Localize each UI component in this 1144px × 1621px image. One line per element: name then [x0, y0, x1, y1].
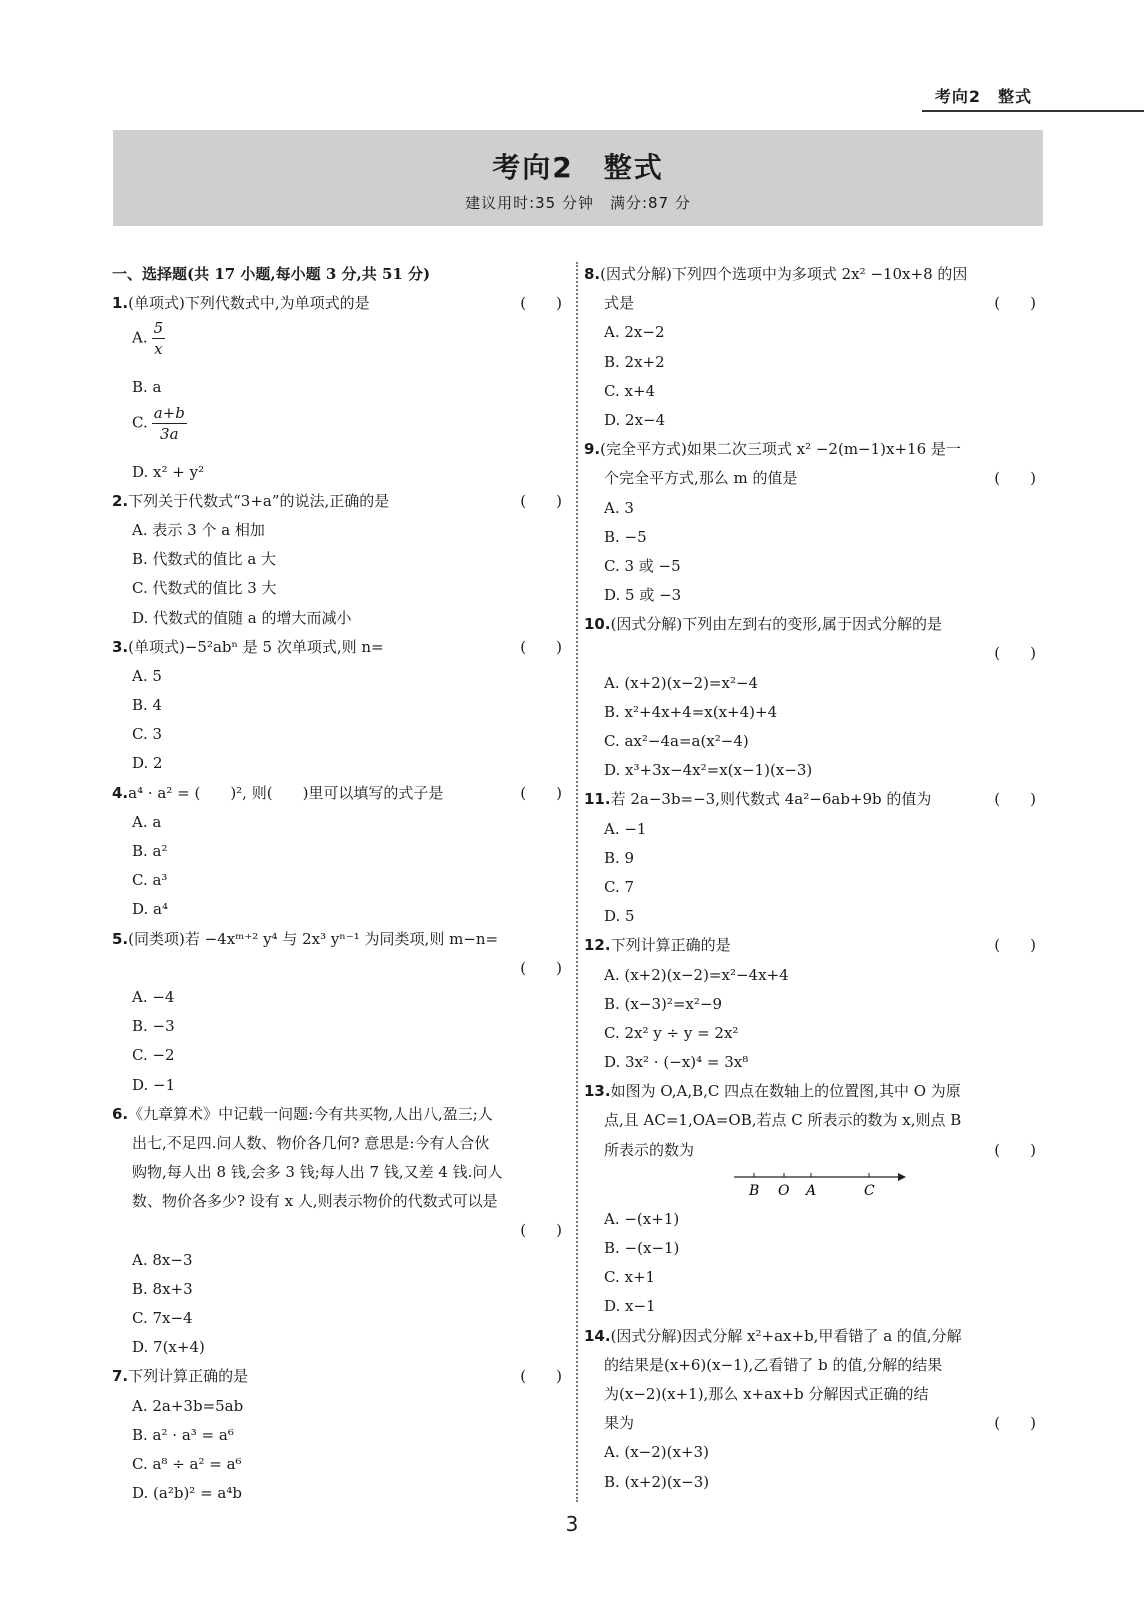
q8-option-b: B. 2x+2: [604, 352, 665, 371]
question-14: 14.(因式分解)因式分解 x²+ax+b,甲看错了 a 的值,分解: [584, 1326, 962, 1345]
q7-option-a: A. 2a+3b=5ab: [132, 1396, 244, 1415]
q12-option-a: A. (x+2)(x−2)=x²−4x+4: [604, 965, 789, 984]
q11-option-c: C. 7: [604, 877, 635, 896]
right-column: [584, 260, 1042, 1497]
question-6: 6.《九章算术》中记载一问题:今有共买物,人出八,盈三;人: [112, 1104, 493, 1123]
number-line-figure: [584, 1165, 1042, 1205]
q5-option-c: C. −2: [132, 1046, 175, 1065]
point-label-b: B: [749, 1182, 760, 1199]
q7-option-b: B. a² · a³ = a⁶: [132, 1425, 234, 1444]
q13-option-a: A. −(x+1): [604, 1209, 680, 1228]
question-10-blank: ( ): [994, 644, 1036, 663]
q14-option-a: A. (x−2)(x+3): [604, 1443, 709, 1462]
q8-option-d: D. 2x−4: [604, 410, 666, 429]
question-6-line-2: 出七,不足四.问人数、物价各几何? 意思是:今有人合伙: [132, 1133, 490, 1152]
question-14-line-2: 的结果是(x+6)(x−1),乙看错了 b 的值,分解的结果: [604, 1355, 943, 1374]
q4-option-d: D. a⁴: [132, 900, 168, 919]
q12-option-b: B. (x−3)²=x²−9: [604, 994, 723, 1013]
q1-option-c: C. $\frac{a+b}{3a}$: [132, 403, 185, 443]
running-header: 考向2 整式: [934, 87, 1032, 106]
q13-option-b: B. −(x−1): [604, 1239, 680, 1257]
question-1: 1.(单项式)下列代数式中,为单项式的是 ( ): [112, 289, 568, 318]
point-label-c: C: [864, 1182, 875, 1199]
page-title: 考向2 整式: [492, 151, 664, 184]
question-5-blank: ( ): [520, 958, 562, 977]
q8-option-a: A. 2x−2: [604, 323, 665, 342]
question-14-line-3: 为(x−2)(x+1),那么 x+ax+b 分解因式正确的结: [604, 1384, 929, 1403]
q4-option-c: C. a³: [132, 871, 168, 890]
column-divider: [576, 262, 578, 1502]
question-9: 9.(完全平方式)如果二次三项式 x² −2(m−1)x+16 是一: [584, 440, 961, 459]
page-subtitle: 建议用时:35 分钟 满分:87 分: [465, 194, 691, 212]
q2-option-b: B. 代数式的值比 a 大: [132, 550, 277, 569]
q1-option-d: D. x² + y²: [132, 462, 205, 481]
page-number: 3: [565, 1512, 579, 1536]
q3-option-d: D. 2: [132, 754, 163, 773]
point-label-a: A: [806, 1182, 817, 1199]
header-rule: [922, 110, 1144, 112]
q2-option-d: D. 代数式的值随 a 的增大而减小: [132, 608, 352, 627]
q8-option-c: C. x+4: [604, 381, 656, 400]
q1-option-b: B. a: [132, 378, 162, 397]
q2-option-c: C. 代数式的值比 3 大: [132, 579, 277, 598]
question-6-blank: ( ): [520, 1221, 562, 1240]
question-13-line-3: 所表示的数为 ( ): [604, 1140, 1036, 1159]
question-13-line-2: 点,且 AC=1,OA=OB,若点 C 所表示的数为 x,则点 B: [604, 1111, 962, 1130]
q5-option-b: B. −3: [132, 1017, 175, 1036]
q6-option-d: D. 7(x+4): [132, 1338, 205, 1357]
q7-option-c: C. a⁸ ÷ a² = a⁶: [132, 1454, 242, 1473]
q7-option-d: D. (a²b)² = a⁴b: [132, 1484, 242, 1503]
q5-option-a: A. −4: [132, 987, 175, 1006]
question-8-line-2: 式是 ( ): [604, 294, 1036, 313]
q2-option-a: A. 表示 3 个 a 相加: [132, 520, 265, 539]
q10-option-d: D. x³+3x−4x²=x(x−1)(x−3): [604, 761, 813, 780]
question-3: 3.(单项式)−5²abⁿ 是 5 次单项式,则 n= ( ): [112, 637, 562, 656]
point-label-o: O: [778, 1182, 790, 1199]
question-11: 11.若 2a−3b=−3,则代数式 4a²−6ab+9b 的值为 ( ): [584, 790, 1036, 809]
q3-option-b: B. 4: [132, 696, 163, 715]
left-column: [112, 260, 568, 1508]
title-band: [113, 130, 1043, 226]
answer-blank: ( ): [520, 294, 562, 313]
q12-option-c: C. 2x² y ÷ y = 2x²: [604, 1023, 739, 1042]
question-8: 8.(因式分解)下列四个选项中为多项式 2x² −10x+8 的因: [584, 265, 968, 283]
question-12: 12.下列计算正确的是 ( ): [584, 936, 1036, 955]
q4-option-b: B. a²: [132, 842, 168, 860]
q10-option-a: A. (x+2)(x−2)=x²−4: [604, 673, 759, 692]
question-2: 2.下列关于代数式“3+a”的说法,正确的是 ( ): [112, 491, 562, 510]
q5-option-d: D. −1: [132, 1075, 176, 1094]
question-6-line-4: 数、物价各多少? 设有 x 人,则表示物价的代数式可以是: [132, 1192, 498, 1211]
question-4: 4.a⁴ · a² = ( )², 则( )里可以填写的式子是 ( ): [112, 783, 562, 802]
question-13: 13.如图为 O,A,B,C 四点在数轴上的位置图,其中 O 为原: [584, 1082, 961, 1101]
q3-option-a: A. 5: [132, 666, 162, 685]
question-14-line-4: 果为 ( ): [604, 1414, 1036, 1433]
question-9-line-2: 个完全平方式,那么 m 的值是 ( ): [604, 469, 1036, 488]
section-heading: 一、选择题(共 17 小题,每小题 3 分,共 51 分): [112, 265, 431, 283]
q11-option-a: A. −1: [604, 819, 647, 838]
q9-option-b: B. −5: [604, 527, 647, 546]
question-10: 10.(因式分解)下列由左到右的变形,属于因式分解的是: [584, 615, 943, 634]
question-7: 7.下列计算正确的是 ( ): [112, 1367, 562, 1386]
q6-option-b: B. 8x+3: [132, 1279, 193, 1298]
q10-option-c: C. ax²−4a=a(x²−4): [604, 732, 749, 750]
q6-option-a: A. 8x−3: [132, 1250, 193, 1269]
question-5: 5.(同类项)若 −4xᵐ⁺² y⁴ 与 2x³ yⁿ⁻¹ 为同类项,则 m−n=: [112, 929, 499, 948]
q13-option-d: D. x−1: [604, 1297, 656, 1316]
q6-option-c: C. 7x−4: [132, 1309, 193, 1327]
arrow-right-icon: [898, 1173, 906, 1181]
q9-option-d: D. 5 或 −3: [604, 586, 682, 605]
q11-option-b: B. 9: [604, 848, 635, 867]
q12-option-d: D. 3x² · (−x)⁴ = 3x⁸: [604, 1053, 749, 1072]
q9-option-c: C. 3 或 −5: [604, 556, 681, 575]
q3-option-c: C. 3: [132, 725, 163, 744]
q13-option-c: C. x+1: [604, 1268, 656, 1287]
q10-option-b: B. x²+4x+4=x(x+4)+4: [604, 702, 778, 721]
q11-option-d: D. 5: [604, 907, 635, 926]
question-6-line-3: 购物,每人出 8 钱,会多 3 钱;每人出 7 钱,又差 4 钱.问人: [132, 1163, 503, 1182]
number-line: [734, 1169, 914, 1201]
q9-option-a: A. 3: [604, 498, 634, 517]
q1-option-a: A. $\frac{5}{x}$: [132, 319, 164, 359]
q4-option-a: A. a: [132, 812, 162, 831]
q14-option-b: B. (x+2)(x−3): [604, 1472, 710, 1491]
